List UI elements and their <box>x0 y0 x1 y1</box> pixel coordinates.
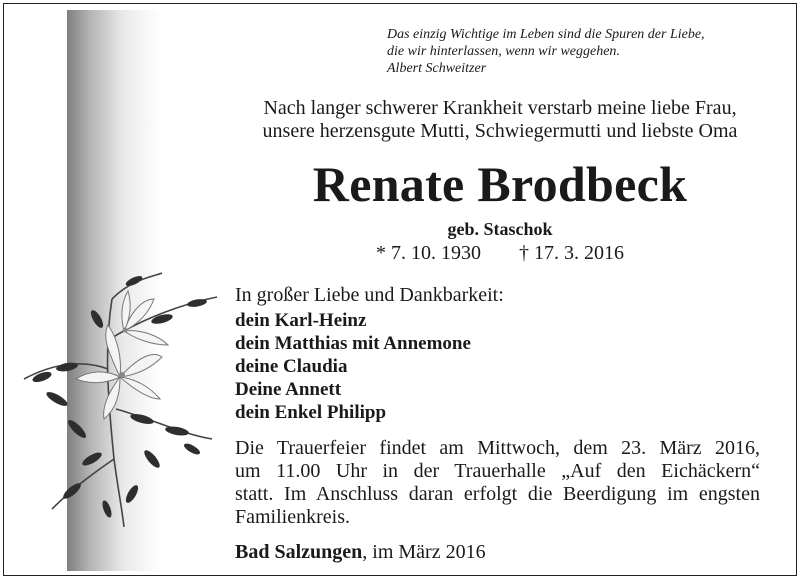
mourner-name: dein Matthias mit Annemone <box>235 333 471 354</box>
announcement-text <box>204 97 796 143</box>
funeral-line: statt. Im Anschluss daran erfolgt die Beerdigung im engsten <box>235 483 760 505</box>
mourners-list <box>235 309 471 424</box>
mourner-name: deine Claudia <box>235 356 348 377</box>
funeral-details <box>235 437 760 529</box>
mourner-name: Deine Annett <box>235 379 342 400</box>
epigraph-quote <box>387 26 777 77</box>
funeral-line: um 11.00 Uhr in der Trauerhalle „Auf den Eichäckern“ <box>235 460 760 482</box>
obituary-notice <box>3 3 797 576</box>
place-and-date <box>235 540 486 564</box>
place-name: Bad Salzungen <box>235 541 363 563</box>
funeral-line: Die Trauerfeier findet am Mittwoch, dem 23. März 2016, <box>235 437 760 459</box>
quote-line: die wir hinterlassen, wenn wir weggehen. <box>387 44 620 59</box>
mourner-name: dein Karl-Heinz <box>235 310 367 331</box>
birth-name: geb. Staschok <box>447 219 553 239</box>
quote-line: Das einzig Wichtige im Leben sind die Spuren der Liebe, <box>387 27 705 42</box>
life-dates <box>204 241 796 265</box>
lily-flower-decoration <box>12 259 222 529</box>
gratitude-line: In großer Liebe und Dankbarkeit: <box>235 284 504 306</box>
birth-date: * 7. 10. 1930 <box>376 242 481 264</box>
death-date: † 17. 3. 2016 <box>519 242 624 264</box>
quote-author: Albert Schweitzer <box>387 61 487 76</box>
deceased-name: Renate Brodbeck <box>312 156 688 212</box>
closing-date: , im März 2016 <box>362 541 486 563</box>
funeral-line: Familienkreis. <box>235 506 350 528</box>
announcement-line: Nach langer schwerer Krankheit verstarb meine liebe Frau, <box>263 97 737 119</box>
announcement-line: unsere herzensgute Mutti, Schwiegermutti und liebste Oma <box>262 120 738 142</box>
mourner-name: dein Enkel Philipp <box>235 402 387 423</box>
